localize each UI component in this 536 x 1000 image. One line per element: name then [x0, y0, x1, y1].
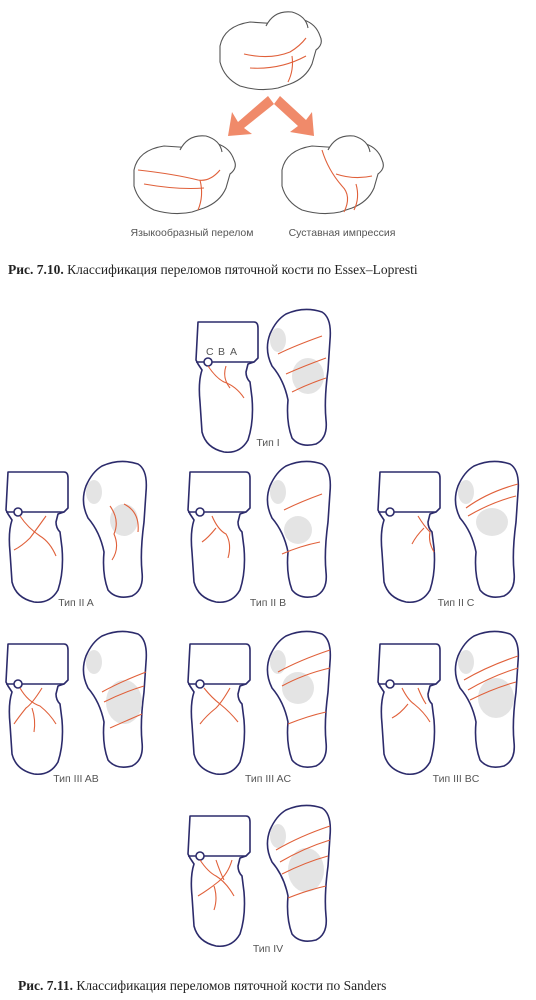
sanders-type-4: [188, 805, 330, 955]
essex-lopresti-diagram: [130, 12, 395, 239]
label-type-2c: Тип II C: [437, 597, 475, 609]
tongue-type-fracture: [134, 136, 235, 214]
arrow-right: [274, 96, 314, 136]
calcaneus-original: [220, 12, 321, 90]
label-type-3bc: Тип III BC: [432, 773, 480, 785]
sanders-type-2b: [188, 461, 330, 609]
caption-figure-7-11: Рис. 7.11. Классификация переломов пяточной кости по Sanders: [18, 978, 387, 993]
label-type-2b: Тип II B: [249, 597, 287, 609]
sanders-type-3ac: [188, 631, 330, 785]
label-type-1: Тип I: [256, 437, 280, 449]
label-type-3ab: Тип III AB: [53, 773, 99, 785]
sanders-type-2c: [378, 461, 518, 609]
letter-b: B: [218, 346, 226, 358]
label-type-2a: Тип II A: [58, 597, 94, 609]
sanders-type-2a: [6, 461, 146, 609]
sanders-type-1: [196, 309, 330, 452]
label-joint-depression: Суставная импрессия: [288, 227, 396, 239]
caption-figure-7-10: Рис. 7.10. Классификация переломов пяточной кости по Essex–Lopresti: [8, 262, 418, 277]
letter-c: C: [206, 346, 214, 358]
joint-depression-fracture: [282, 136, 383, 214]
label-type-4: Тип IV: [252, 943, 284, 955]
sanders-type-3bc: [378, 631, 518, 785]
label-tongue-type: Языкообразный перелом: [130, 227, 254, 239]
arrow-left: [228, 96, 274, 136]
label-type-3ac: Тип III AC: [244, 773, 292, 785]
sanders-type-3ab: [6, 631, 146, 785]
letter-a: A: [230, 346, 238, 358]
